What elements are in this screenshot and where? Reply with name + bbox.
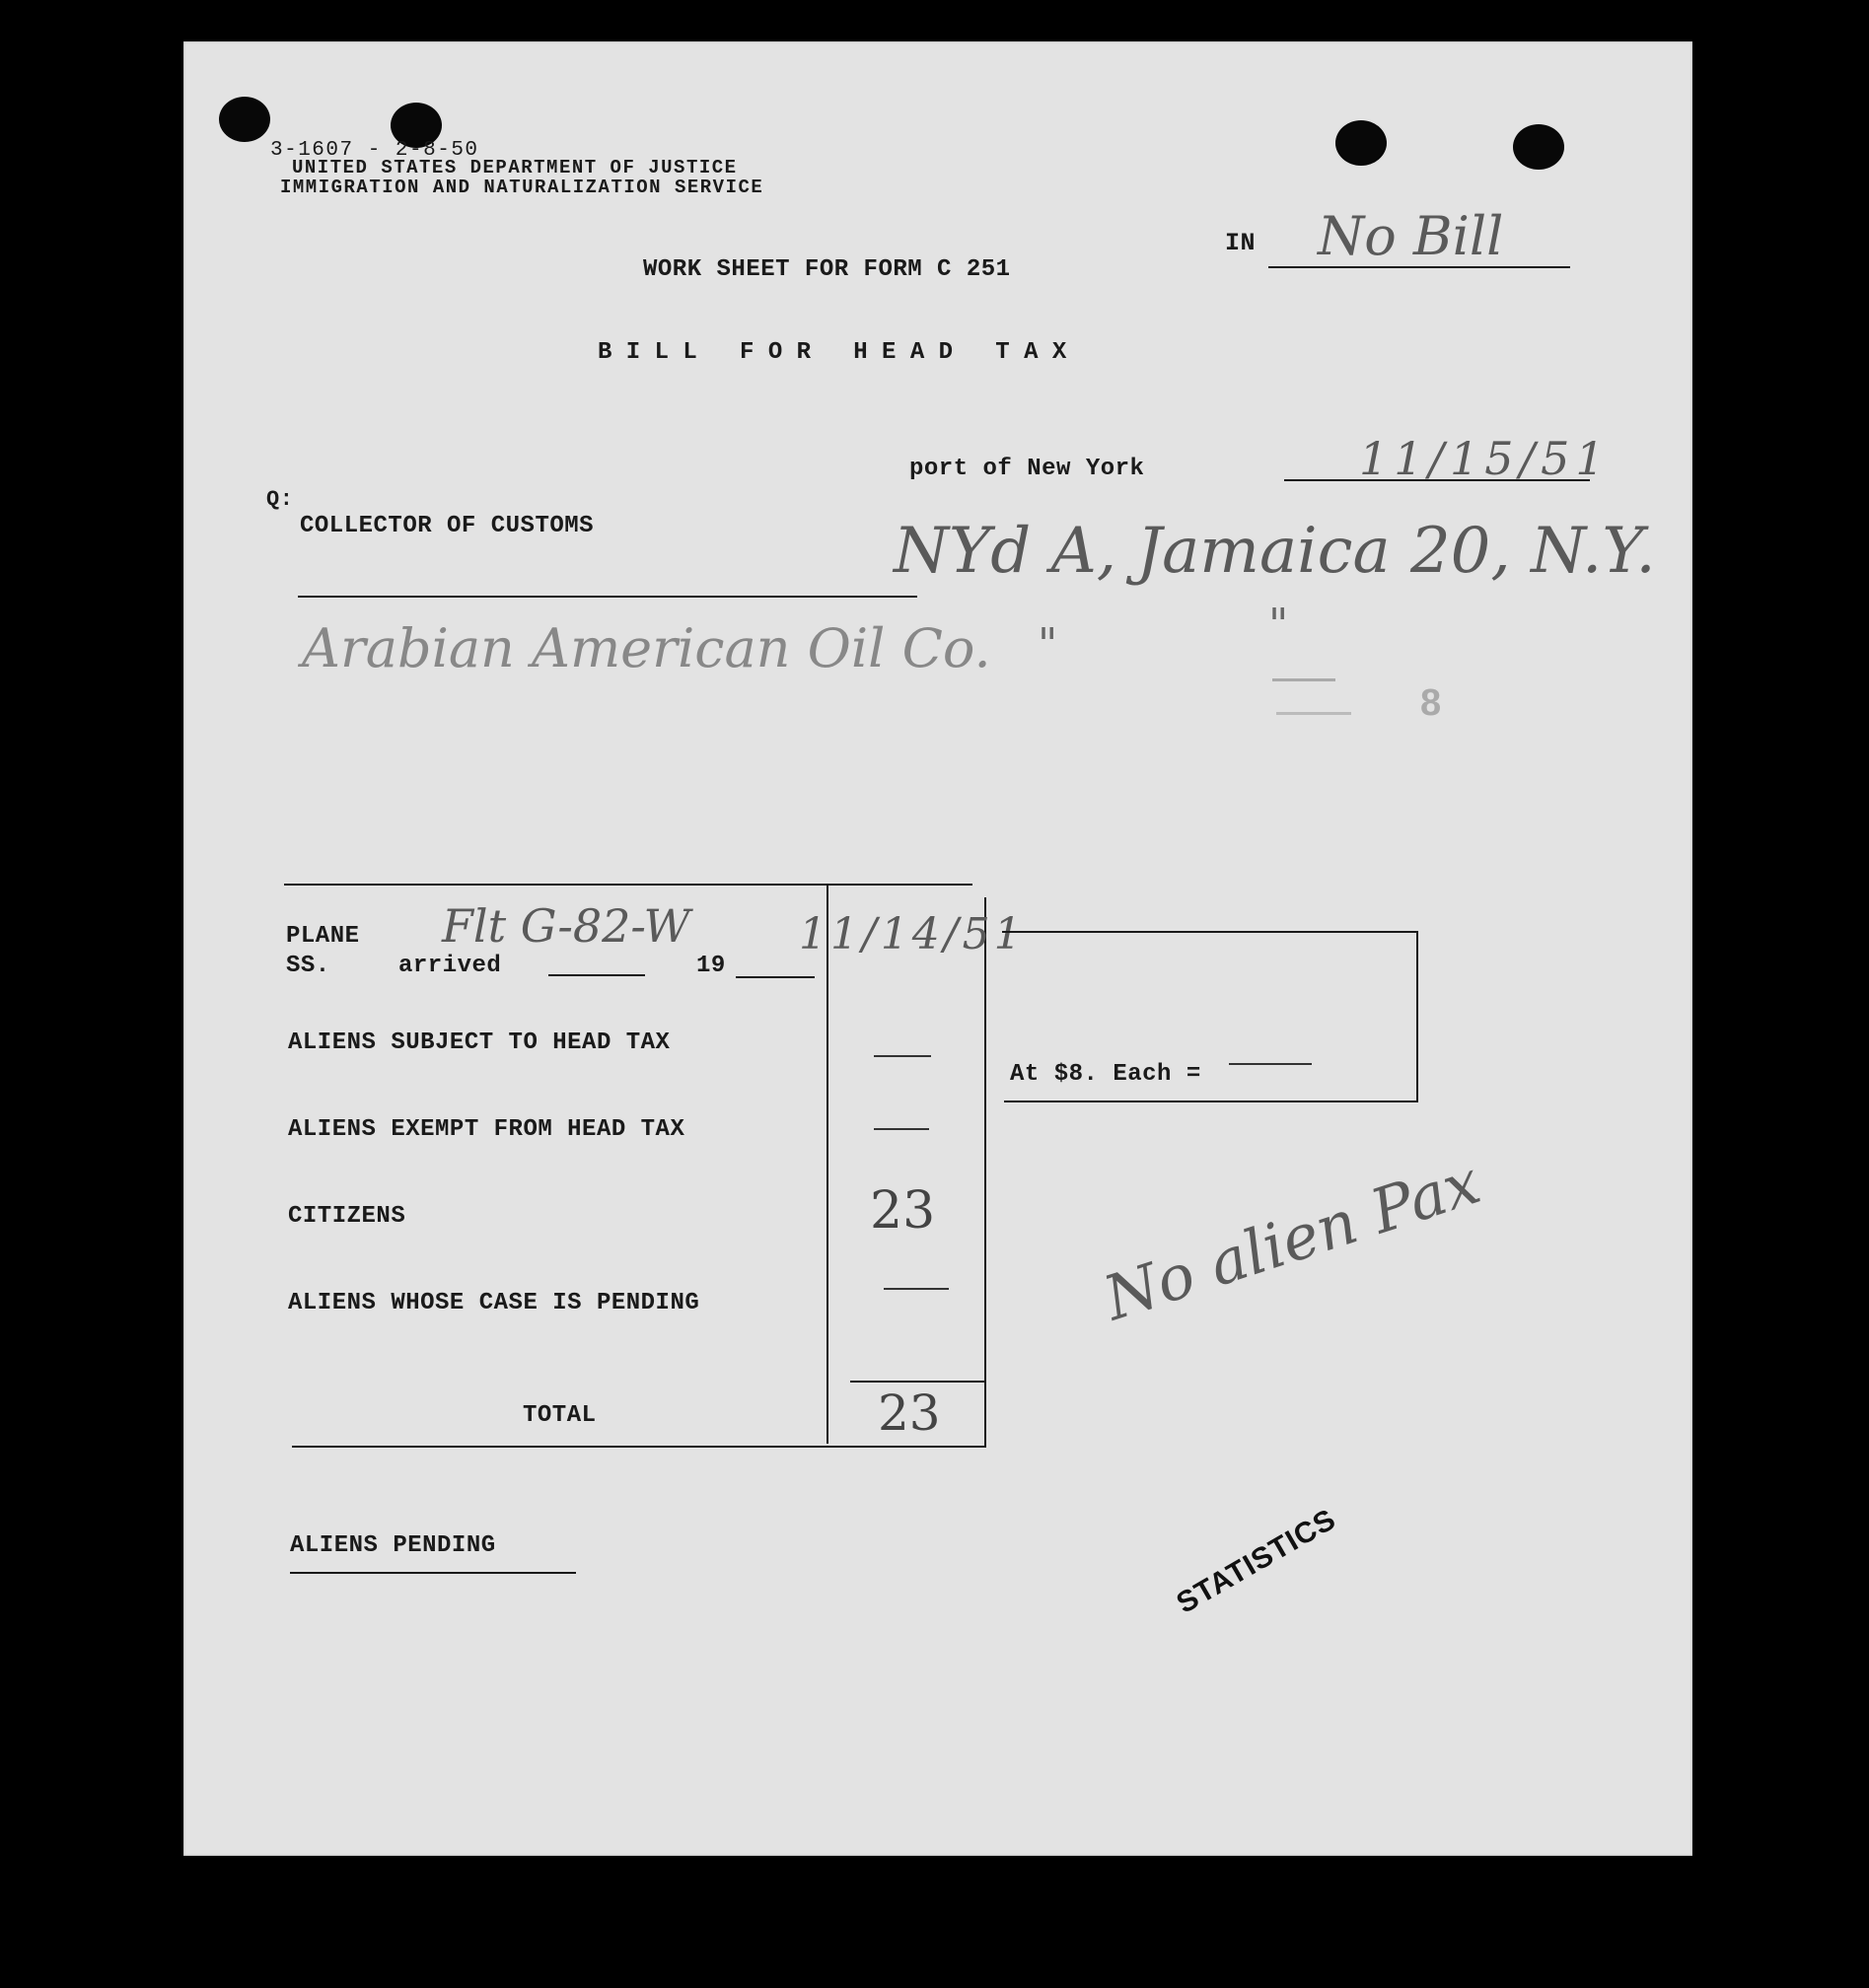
table-bottom-rule (292, 1446, 986, 1448)
total-separator (850, 1381, 984, 1383)
port-label: port of New York (909, 456, 1145, 482)
row-label-pending: ALIENS WHOSE CASE IS PENDING (288, 1290, 700, 1316)
agency-line-2: IMMIGRATION AND NATURALIZATION SERVICE (280, 177, 764, 198)
faint-mark (1276, 712, 1351, 715)
total-label: TOTAL (523, 1402, 597, 1429)
company-handwritten: Arabian American Oil Co. (302, 617, 991, 679)
arrived-label: arrived (398, 953, 502, 979)
aliens-pending-label: ALIENS PENDING (290, 1532, 496, 1559)
note-handwritten: No alien Pax (1095, 1145, 1489, 1335)
total-value: 23 (878, 1384, 941, 1442)
punch-hole (1513, 124, 1564, 170)
year-blank (736, 976, 815, 978)
margin-number: 8 (1420, 682, 1442, 724)
row-label-citizens: CITIZENS (288, 1203, 406, 1230)
worksheet-title: WORK SHEET FOR FORM C 251 (643, 256, 1011, 283)
flight-handwritten: Flt G-82-W (442, 899, 690, 953)
collector-label: COLLECTOR OF CUSTOMS (300, 513, 595, 539)
rate-label: At $8. Each = (1010, 1061, 1201, 1088)
aliens-pending-underline (290, 1572, 576, 1574)
in-label: IN (1225, 229, 1257, 257)
row-value-citizens: 23 (870, 1181, 936, 1241)
table-column-rule-left (827, 884, 828, 1444)
rate-value (1229, 1063, 1312, 1065)
plane-label: PLANE (286, 923, 360, 950)
date-underline (1284, 479, 1590, 481)
bill-title: B I L L F O R H E A D T A X (598, 339, 1067, 366)
faint-mark (1272, 678, 1335, 681)
punch-hole (219, 97, 270, 142)
to-label: Q: (266, 487, 294, 512)
row-label-subject: ALIENS SUBJECT TO HEAD TAX (288, 1030, 671, 1056)
row-value-subject (874, 1055, 931, 1057)
collector-underline (298, 596, 917, 598)
ditto-mark-1: " (1038, 619, 1058, 670)
rate-box-bottom (1004, 1100, 1418, 1102)
in-underline (1268, 266, 1570, 268)
rate-box-right (1416, 931, 1418, 1100)
row-value-pending (884, 1288, 949, 1290)
ss-label: SS. (286, 953, 330, 979)
form-reference: 3-1607 - 2-8-50 (270, 139, 479, 162)
document-page (183, 41, 1692, 1856)
punch-hole (1335, 120, 1387, 166)
rate-box-top (1002, 931, 1416, 933)
arrived-date-blank (548, 974, 645, 976)
in-value: No Bill (1318, 205, 1504, 267)
ditto-mark-2: " (1268, 600, 1289, 650)
year-prefix: 19 (696, 953, 726, 979)
row-label-exempt: ALIENS EXEMPT FROM HEAD TAX (288, 1116, 685, 1143)
table-top-rule (284, 884, 972, 886)
date-handwritten: 11/15/51 (1359, 432, 1611, 485)
agency-line-1: UNITED STATES DEPARTMENT OF JUSTICE (292, 157, 738, 178)
statistics-stamp: STATISTICS (1171, 1502, 1342, 1620)
row-value-exempt (874, 1128, 929, 1130)
table-column-rule-right (984, 897, 986, 1446)
location-handwritten: NYd A, Jamaica 20, N.Y. (894, 515, 1656, 588)
arrival-date-handwritten: 11/14/51 (799, 909, 1026, 959)
